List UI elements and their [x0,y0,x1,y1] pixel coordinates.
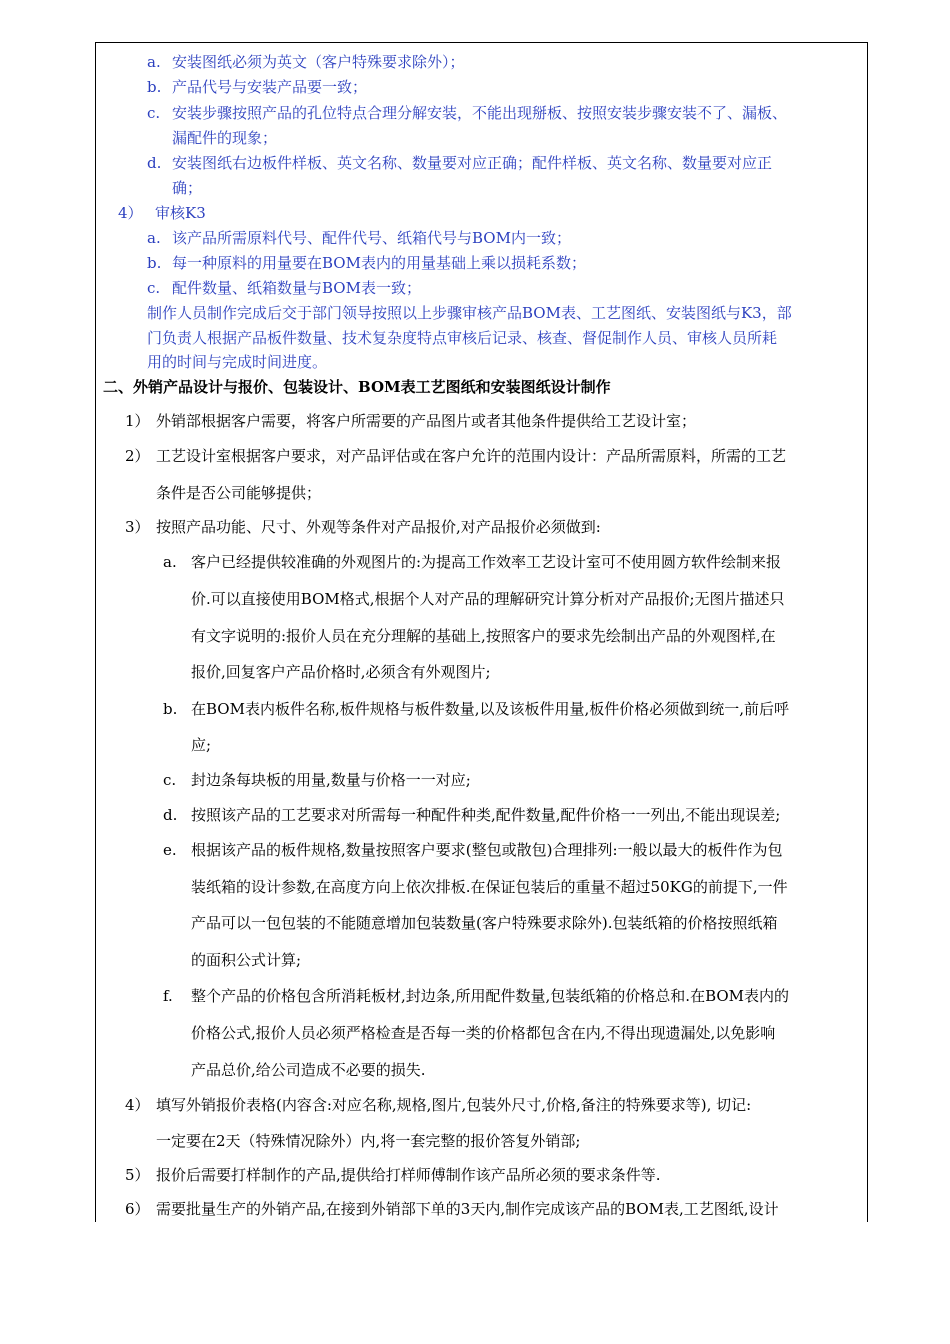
item-text: 每一种原料的用量要在BOM表内的用量基础上乘以损耗系数； [172,254,586,272]
item-marker: b. [147,78,162,96]
item-marker: a. [163,553,177,571]
item-text: 按照该产品的工艺要求对所需每一种配件种类,配件数量,配件价格一一列出,不能出现误差; [191,806,781,824]
step-marker: 4） [125,1096,150,1114]
step-text: 需要批量生产的外销产品,在接到外销部下单的3天内,制作完成该产品的BOM表,工艺图纸,设计 [156,1200,779,1218]
item-marker: e. [163,841,177,859]
summary-line: 门负责人根据产品板件数量、技术复杂度特点审核后记录、核查、督促制作人员、审核人员所耗 [147,329,778,347]
step-text: 条件是否公司能够提供； [156,484,322,502]
item-marker: d. [163,806,178,824]
item-text: 报价,回复客户产品价格时,必须含有外观图片; [191,663,491,681]
step-marker: 3） [125,518,150,536]
item-text: 装纸箱的设计参数,在高度方向上依次排板.在保证包装后的重量不超过50KG的前提下,一件 [191,878,788,896]
item-marker: a. [147,229,161,247]
step-text: 填写外销报价表格(内容含:对应名称,规格,图片,包装外尺寸,价格,备注的特殊要求等), 切记: [156,1096,752,1114]
item-text: 的面积公式计算; [191,951,302,969]
item-marker: d. [147,154,162,172]
item-text: 应; [191,736,212,754]
item-marker: c. [147,104,161,122]
step-marker: 2） [125,447,150,465]
step-text: 工艺设计室根据客户要求，对产品评估或在客户允许的范围内设计：产品所需原料，所需的工艺 [156,447,787,465]
item-text: 有文字说明的:报价人员在充分理解的基础上,按照客户的要求先绘制出产品的外观图样,在 [191,627,776,645]
item-text: 该产品所需原料代号、配件代号、纸箱代号与BOM内一致； [172,229,571,247]
summary-line: 制作人员制作完成后交于部门领导按照以上步骤审核产品BOM表、工艺图纸、安装图纸与K3，部 [147,304,792,322]
step-marker: 6） [125,1200,150,1218]
item-text: 整个产品的价格包含所消耗板材,封边条,所用配件数量,包装纸箱的价格总和.在BOM表内的 [191,987,790,1005]
item-marker: c. [147,279,161,297]
item-marker: a. [147,53,161,71]
item-text: 安装图纸必须为英文（客户特殊要求除外）； [172,53,465,71]
item-text: 根据该产品的板件规格,数量按照客户要求(整包或散包)合理排列:一般以最大的板件作为包 [191,841,783,859]
step-text: 一定要在2天（特殊情况除外）内,将一套完整的报价答复外销部; [156,1132,581,1150]
step-marker: 1） [125,412,150,430]
item-text: 价.可以直接使用BOM格式,根据个人对产品的理解研究计算分析对产品报价;无图片描述只 [191,590,785,608]
item-text: 封边条每块板的用量,数量与价格一一对应; [191,771,471,789]
item-marker: c. [163,771,177,789]
item-text: 在BOM表内板件名称,板件规格与板件数量,以及该板件用量,板件价格必须做到统一,前后呼 [191,700,790,718]
item-marker: b. [147,254,162,272]
item-text: 确； [172,179,203,197]
item-marker: b. [163,700,178,718]
item-text: 配件数量、纸箱数量与BOM表一致； [172,279,421,297]
step-marker: 4） [118,204,143,222]
item-text: 产品代号与安装产品要一致； [172,78,368,96]
item-text: 产品可以一包包装的不能随意增加包装数量(客户特殊要求除外).包装纸箱的价格按照纸箱 [191,914,778,932]
summary-line: 用的时间与完成时间进度。 [147,353,328,371]
step-title: 审核K3 [155,204,206,222]
step-text: 报价后需要打样制作的产品,提供给打样师傅制作该产品所必须的要求条件等. [156,1166,661,1184]
step-marker: 5） [125,1166,150,1184]
step-text: 按照产品功能、尺寸、外观等条件对产品报价,对产品报价必须做到: [156,518,601,536]
item-text: 价格公式,报价人员必须严格检查是否每一类的价格都包含在内,不得出现遗漏处,以免影响 [191,1024,776,1042]
item-text: 安装图纸右边板件样板、英文名称、数量要对应正确；配件样板、英文名称、数量要对应正 [172,154,773,172]
step-text: 外销部根据客户需要，将客户所需要的产品图片或者其他条件提供给工艺设计室； [156,412,697,430]
item-marker: f. [163,987,173,1005]
item-text: 产品总价,给公司造成不必要的损失. [191,1061,426,1079]
section-heading: 二、外销产品设计与报价、包装设计、BOM表工艺图纸和安装图纸设计制作 [103,378,611,396]
item-text: 客户已经提供较准确的外观图片的:为提高工作效率工艺设计室可不使用圆方软件绘制来报 [191,553,782,571]
item-text: 漏配件的现象； [172,129,278,147]
item-text: 安装步骤按照产品的孔位特点合理分解安装，不能出现掰板、按照安装步骤安装不了、漏板、 [172,104,788,122]
